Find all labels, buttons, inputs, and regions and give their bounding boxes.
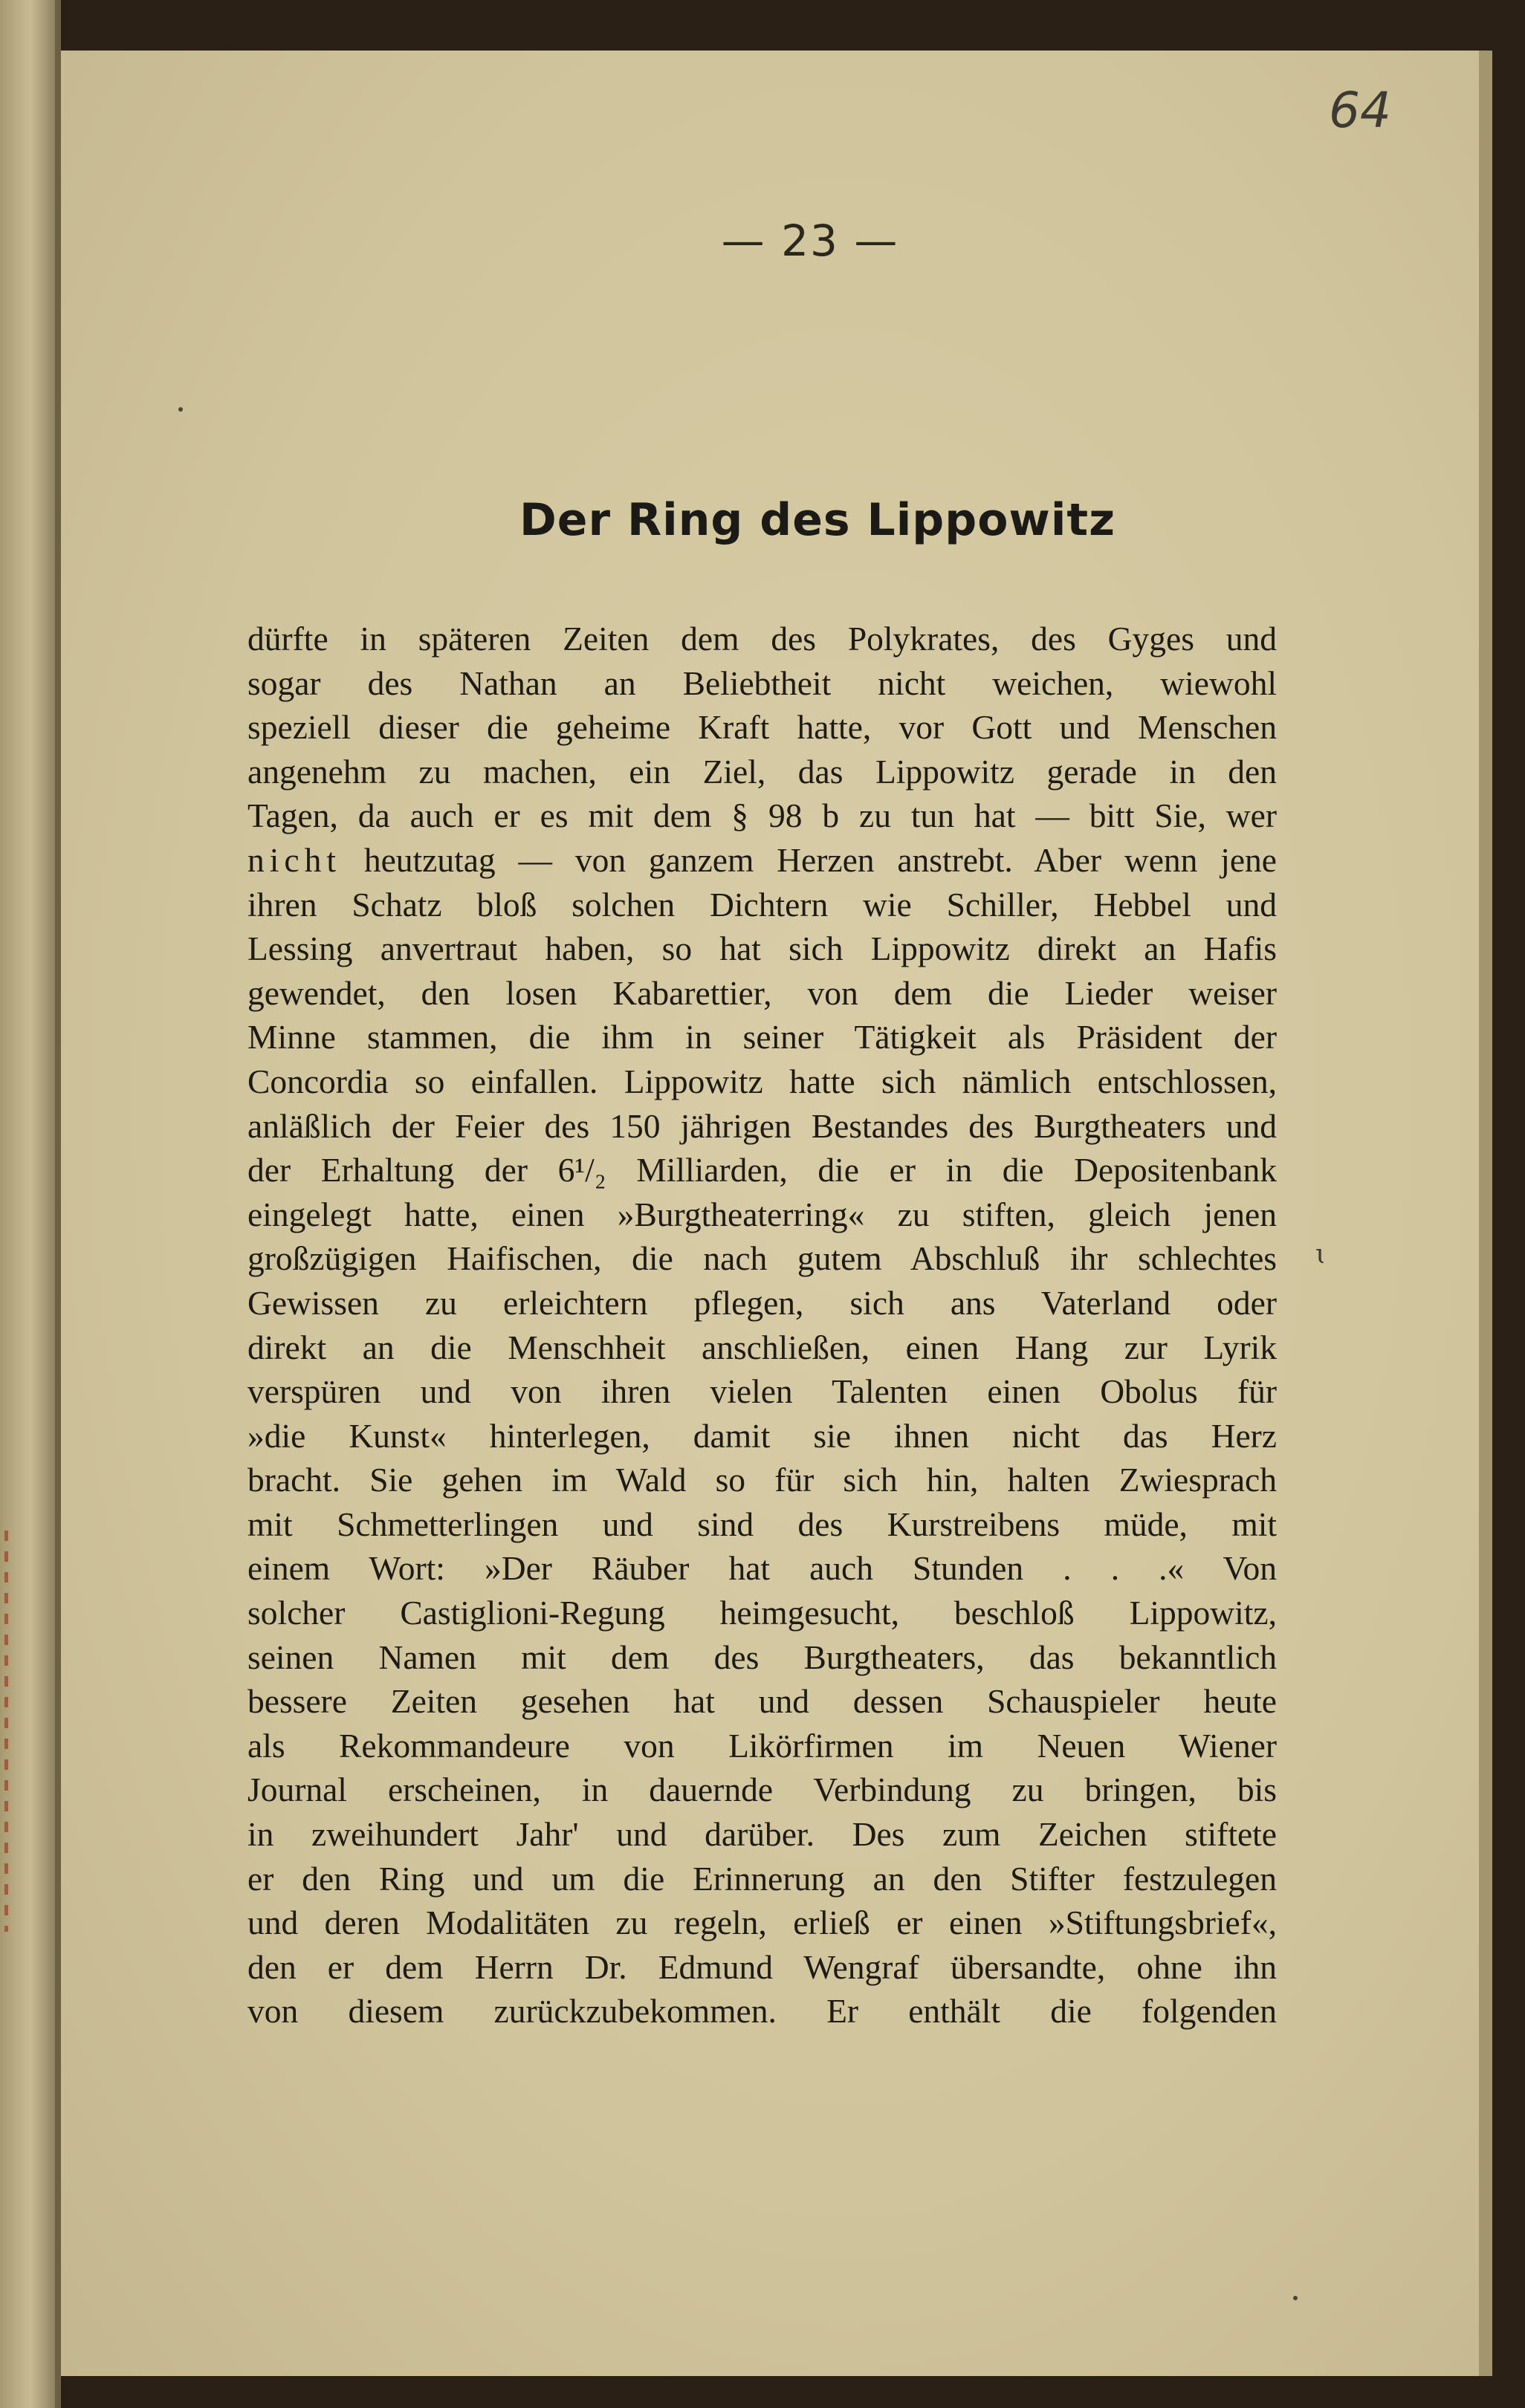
book-spine: [0, 0, 55, 2408]
text-line: Minne stammen, die ihm in seiner Tätigkeit als Präsident der: [247, 1018, 1277, 1057]
text-line: speziell dieser die geheime Kraft hatte, vor Gott und Menschen: [247, 708, 1277, 747]
text-line: eingelegt hatte, einen »Burgtheaterring« zu stiften, gleich jenen: [247, 1195, 1277, 1233]
text-line: [247, 838, 1277, 883]
text-line: in zweihundert Jahr' und darüber. Des zum Zeichen stiftete: [247, 1815, 1277, 1854]
text-line: bracht. Sie gehen im Wald so für sich hin, halten Zwiesprach: [247, 1461, 1277, 1499]
text-line: gewendet, den losen Kabarettier, von dem die Lieder weiser: [247, 973, 1277, 1012]
text-line-rest: heutzutag — von ganzem Herzen anstrebt. Aber wenn jene: [363, 840, 1277, 879]
spine-edge: [55, 0, 61, 2408]
text-line: ihren Schatz bloß solchen Dichtern wie Schiller, Hebbel und: [247, 885, 1277, 924]
text-line: Concordia so einfallen. Lippowitz hatte sich nämlich entschlossen,: [247, 1062, 1277, 1100]
text-line: mit Schmetterlingen und sind des Kurstreibens müde, mit: [247, 1505, 1277, 1543]
text-line: anläßlich der Feier des 150 jährigen Bestandes des Burgtheaters und: [247, 1106, 1277, 1145]
text-line: er den Ring und um die Erinnerung an den Stifter festzulegen: [247, 1859, 1277, 1898]
handwritten-folio-number: 64: [1329, 82, 1391, 139]
text-line: Journal erscheinen, in dauernde Verbindung zu bringen, bis: [247, 1771, 1277, 1809]
text-line: von diesem zurückzubekommen. Er enthält die folgenden: [247, 1992, 1277, 2031]
text-line: den er dem Herrn Dr. Edmund Wengraf übersandte, ohne ihn: [247, 1947, 1277, 1986]
emphasized-word: nicht: [247, 840, 341, 879]
text-line: angenehm zu machen, ein Ziel, das Lippowitz gerade in den: [247, 752, 1277, 791]
text-line: Gewissen zu erleichtern pflegen, sich ans Vaterland oder: [247, 1283, 1277, 1322]
text-line: und deren Modalitäten zu regeln, erließ er einen »Stiftungsbrief«,: [247, 1904, 1277, 1942]
text-line: bessere Zeiten gesehen hat und dessen Schauspieler heute: [247, 1682, 1277, 1721]
margin-annotation: ɩ: [1315, 1239, 1327, 1270]
text-line: dürfte in späteren Zeiten dem des Polykrates, des Gyges und: [247, 620, 1277, 658]
body-text: [247, 617, 1277, 2034]
text-line: solcher Castiglioni-Regung heimgesucht, beschloß Lippowitz,: [247, 1594, 1277, 1632]
text-line: großzügigen Haifischen, die nach gutem Abschluß ihr schlechtes: [247, 1239, 1277, 1278]
text-line: Tagen, da auch er es mit dem § 98 b zu tun hat — bitt Sie, wer: [247, 796, 1277, 835]
binding-marks: [4, 1531, 8, 1932]
chapter-title: Der Ring des Lippowitz: [519, 494, 1116, 546]
text-line: seinen Namen mit dem des Burgtheaters, das bekanntlich: [247, 1638, 1277, 1676]
text-line: direkt an die Menschheit anschließen, einen Hang zur Lyrik: [247, 1328, 1277, 1366]
text-line: verspüren und von ihren vielen Talenten einen Obolus für: [247, 1372, 1277, 1411]
page-edge: [1479, 51, 1492, 2376]
text-line: der Erhaltung der 6¹/₂ Milliarden, die er in die Depositenbank: [247, 1151, 1277, 1190]
text-line: als Rekommandeure von Likörfirmen im Neuen Wiener: [247, 1726, 1277, 1765]
text-line: einem Wort: »Der Räuber hat auch Stunden . . .« Von: [247, 1549, 1277, 1588]
page-speck: [178, 407, 183, 412]
page-number: — 23 —: [721, 215, 899, 266]
text-line: »die Kunst« hinterlegen, damit sie ihnen nicht das Herz: [247, 1416, 1277, 1455]
text-line: Lessing anvertraut haben, so hat sich Lippowitz direkt an Hafis: [247, 929, 1277, 968]
text-line: sogar des Nathan an Beliebtheit nicht weichen, wiewohl: [247, 663, 1277, 702]
page-speck: [1293, 2296, 1298, 2300]
